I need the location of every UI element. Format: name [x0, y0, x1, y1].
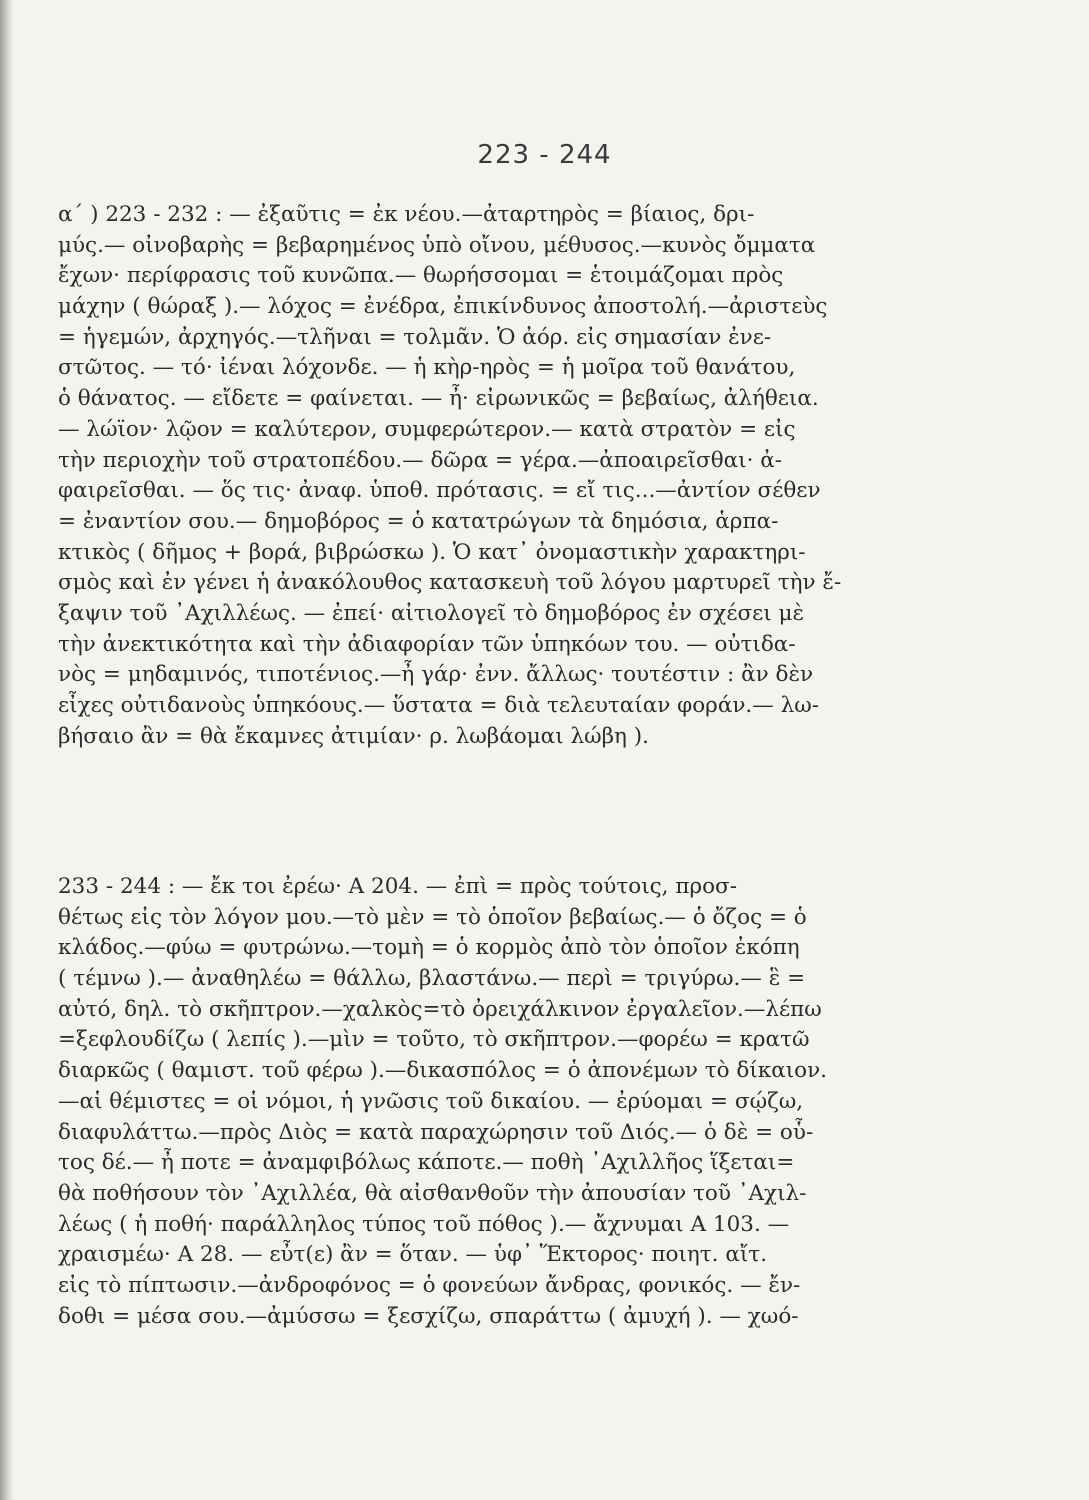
text-line: ἔχων· περίφρασις τοῦ κυνῶπα.— θωρήσσομαι = ἑτοιμάζομαι πρὸς — [58, 263, 784, 289]
text-line: — λώϊον· λῷον = καλύτερον, συμφερώτερον.— κατὰ στρατὸν = εἰς — [58, 416, 796, 442]
text-line: = ἐναντίον σου.— δημοβόρος = ὁ κατατρώγων τὰ δημόσια, ἁρπα- — [58, 508, 779, 534]
text-line: εἶχες οὐτιδανοὺς ὑπηκόους.— ὕστατα = διὰ τελευταίαν φοράν.— λω- — [58, 693, 819, 718]
text-line: κλάδος.—φύω = φυτρώνω.—τομὴ = ὁ κορμὸς ἀπὸ τὸν ὁποῖον ἐκόπη — [58, 935, 800, 961]
text-line: διαρκῶς ( θαμιστ. τοῦ φέρω ).—δικασπόλος = ὁ ἀπονέμων τὸ δίκαιον. — [58, 1058, 828, 1084]
text-line: = ἡγεμών, ἀρχηγός.—τλῆναι = τολμᾶν. Ὁ ἀόρ. εἰς σημασίαν ἐνε- — [58, 324, 772, 350]
page-edge-shadow — [0, 0, 14, 1500]
text-line: μύς.— οἰνοβαρὴς = βεβαρημένος ὑπὸ οἴνου, μέθυσος.—κυνὸς ὄμματα — [58, 232, 816, 258]
section-223-232 — [58, 200, 918, 752]
text-line: —αἱ θέμιστες = οἱ νόμοι, ἡ γνῶσις τοῦ δικαίου. — ἐρύομαι = σῴζω, — [58, 1088, 804, 1114]
text-line: τὴν περιοχὴν τοῦ στρατοπέδου.— δῶρα = γέρα.—ἀποαιρεῖσθαι· ἀ- — [58, 447, 783, 473]
text-line: βήσαιο ἂν = θὰ ἔκαμνες ἀτιμίαν· ρ. λωβάομαι λώβη ). — [58, 723, 649, 749]
text-line: θὰ ποθήσουν τὸν ᾽Αχιλλέα, θὰ αἰσθανθοῦν τὴν ἀπουσίαν τοῦ ᾽Αχιλ- — [58, 1180, 807, 1206]
text-line: φαιρεῖσθαι. — ὅς τις· ἀναφ. ὑποθ. πρότασις. = εἴ τις...—ἀντίον σέθεν — [58, 478, 821, 504]
text-line: θέτως εἰς τὸν λόγον μου.—τὸ μὲν = τὸ ὁποῖον βεβαίως.— ὁ ὄζος = ὁ — [58, 904, 807, 930]
text-line: τὴν ἀνεκτικότητα καὶ τὴν ἀδιαφορίαν τῶν ὑπηκόων του. — οὐτιδα- — [58, 631, 796, 657]
text-line: στῶτος. — τό· ἰέναι λόχονδε. — ἡ κὴρ-ηρὸς = ἡ μοῖρα τοῦ θανάτου, — [58, 355, 796, 381]
text-line: σμὸς καὶ ἐν γένει ἡ ἀνακόλουθος κατασκευὴ τοῦ λόγου μαρτυρεῖ τὴν ἔ- — [58, 570, 842, 596]
text-line: =ξεφλουδίζω ( λεπίς ).—μὶν = τοῦτο, τὸ σκῆπτρον.—φορέω = κρατῶ — [58, 1027, 810, 1053]
text-line: τος δέ.— ἦ ποτε = ἀναμφιβόλως κάποτε.— ποθὴ ᾽Αχιλλῆος ἵξεται= — [58, 1150, 795, 1176]
text-line: εἰς τὸ πίπτωσιν.—ἀνδροφόνος = ὁ φονεύων ἄνδρας, φονικός. — ἔν- — [58, 1272, 801, 1298]
page-header: 223 - 244 — [477, 140, 612, 170]
text-line: ξαψιν τοῦ ᾽Αχιλλέως. — ἐπεί· αἰτιολογεῖ τὸ δημοβόρος ἐν σχέσει μὲ — [58, 600, 805, 626]
text-line: μάχην ( θώραξ ).— λόχος = ἐνέδρα, ἐπικίνδυνος ἀποστολή.—ἀριστεὺς — [58, 294, 828, 320]
text-line: ( τέμνω ).— ἀναθηλέω = θάλλω, βλαστάνω.— περὶ = τριγύρω.— ἓ = — [58, 966, 806, 992]
section-233-244 — [58, 872, 918, 1332]
text-line: λέως ( ἡ ποθή· παράλληλος τύπος τοῦ πόθος ).— ἄχνυμαι Α 103. — — [58, 1211, 790, 1237]
text-line: 233 - 244 : — ἔκ τοι ἐρέω· Α 204. — ἐπὶ = πρὸς τούτοις, προσ- — [58, 874, 737, 899]
text-line: αὐτό, δηλ. τὸ σκῆπτρον.—χαλκὸς=τὸ ὀρειχάλκινον ἐργαλεῖον.—λέπω — [58, 996, 822, 1022]
text-line: α΄ ) 223 - 232 : — ἐξαῦτις = ἐκ νέου.—ἀταρτηρὸς = βίαιος, δρι- — [58, 202, 755, 227]
text-line: δοθι = μέσα σου.—ἀμύσσω = ξεσχίζω, σπαράττω ( ἀμυχή ). — χωό- — [58, 1303, 799, 1329]
text-line: χραισμέω· Α 28. — εὖτ(ε) ἂν = ὅταν. — ὑφ᾽ Ἕκτορος· ποιητ. αἴτ. — [58, 1242, 768, 1268]
text-line: κτικὸς ( δῆμος + βορά, βιβρώσκω ). Ὁ κατ᾽ ὀνομαστικὴν χαρακτηρι- — [58, 539, 806, 565]
text-line: νὸς = μηδαμινός, τιποτένιος.—ἦ γάρ· ἐνν. ἄλλως· τουτέστιν : ἂν δὲν — [58, 662, 814, 688]
text-line: διαφυλάττω.—πρὸς Διὸς = κατὰ παραχώρησιν τοῦ Διός.— ὁ δὲ = οὗ- — [58, 1119, 814, 1145]
text-line: ὁ θάνατος. — εἴδετε = φαίνεται. — ἦ· εἰρωνικῶς = βεβαίως, ἀλήθεια. — [58, 386, 819, 412]
